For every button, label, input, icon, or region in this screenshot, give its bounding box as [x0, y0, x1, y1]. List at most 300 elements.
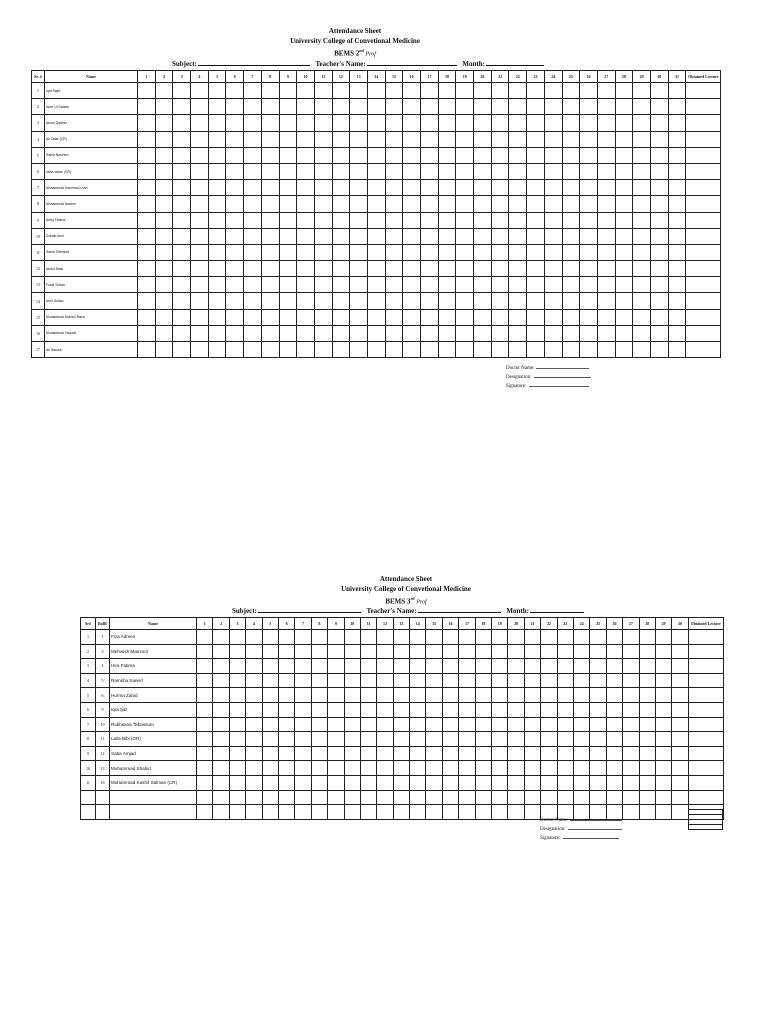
attendance-cell[interactable]: [442, 761, 458, 776]
attendance-cell[interactable]: [474, 196, 492, 212]
attendance-cell[interactable]: [456, 147, 474, 163]
attendance-cell[interactable]: [261, 180, 279, 196]
attendance-cell[interactable]: [597, 277, 615, 293]
attendance-cell[interactable]: [442, 717, 458, 732]
attendance-cell[interactable]: [597, 261, 615, 277]
attendance-cell[interactable]: [332, 180, 350, 196]
attendance-cell[interactable]: [615, 131, 633, 147]
attendance-cell[interactable]: [606, 732, 622, 747]
attendance-cell[interactable]: [672, 761, 688, 776]
attendance-cell[interactable]: [393, 732, 409, 747]
attendance-cell[interactable]: [590, 688, 606, 703]
attendance-cell[interactable]: [246, 659, 262, 674]
attendance-cell[interactable]: [459, 644, 475, 659]
attendance-cell[interactable]: [226, 261, 244, 277]
attendance-cell[interactable]: [655, 659, 671, 674]
attendance-cell[interactable]: [208, 115, 226, 131]
attendance-cell[interactable]: [213, 702, 229, 717]
attendance-cell[interactable]: [623, 790, 639, 805]
attendance-cell[interactable]: [314, 115, 332, 131]
attendance-cell[interactable]: [615, 115, 633, 131]
attendance-cell[interactable]: [328, 775, 344, 790]
attendance-cell[interactable]: [393, 717, 409, 732]
attendance-cell[interactable]: [615, 228, 633, 244]
attendance-cell[interactable]: [421, 180, 439, 196]
attendance-cell[interactable]: [421, 261, 439, 277]
attendance-cell[interactable]: [278, 717, 294, 732]
attendance-cell[interactable]: [491, 83, 509, 99]
attendance-cell[interactable]: [332, 277, 350, 293]
attendance-cell[interactable]: [456, 293, 474, 309]
attendance-cell[interactable]: [278, 630, 294, 645]
attendance-cell[interactable]: [197, 659, 213, 674]
signature-field[interactable]: [563, 833, 619, 839]
attendance-cell[interactable]: [527, 163, 545, 179]
attendance-cell[interactable]: [459, 630, 475, 645]
obtained-lecture-cell[interactable]: [688, 717, 723, 732]
attendance-cell[interactable]: [623, 775, 639, 790]
attendance-cell[interactable]: [311, 702, 327, 717]
attendance-cell[interactable]: [385, 244, 403, 260]
attendance-cell[interactable]: [557, 746, 573, 761]
attendance-cell[interactable]: [475, 732, 491, 747]
attendance-cell[interactable]: [438, 131, 456, 147]
attendance-cell[interactable]: [229, 775, 245, 790]
attendance-cell[interactable]: [311, 761, 327, 776]
attendance-cell[interactable]: [191, 228, 209, 244]
obtained-lecture-cell[interactable]: [686, 325, 721, 341]
attendance-cell[interactable]: [208, 261, 226, 277]
attendance-cell[interactable]: [491, 228, 509, 244]
attendance-cell[interactable]: [421, 325, 439, 341]
attendance-cell[interactable]: [208, 163, 226, 179]
attendance-cell[interactable]: [262, 673, 278, 688]
attendance-cell[interactable]: [314, 196, 332, 212]
attendance-cell[interactable]: [410, 702, 426, 717]
attendance-cell[interactable]: [562, 244, 580, 260]
attendance-cell[interactable]: [606, 775, 622, 790]
attendance-cell[interactable]: [580, 83, 598, 99]
attendance-cell[interactable]: [421, 277, 439, 293]
attendance-cell[interactable]: [456, 244, 474, 260]
attendance-cell[interactable]: [279, 196, 297, 212]
obtained-lecture-cell[interactable]: [686, 163, 721, 179]
attendance-cell[interactable]: [278, 673, 294, 688]
attendance-cell[interactable]: [295, 790, 311, 805]
attendance-cell[interactable]: [229, 659, 245, 674]
attendance-cell[interactable]: [580, 180, 598, 196]
attendance-cell[interactable]: [672, 688, 688, 703]
attendance-cell[interactable]: [208, 99, 226, 115]
attendance-cell[interactable]: [459, 790, 475, 805]
attendance-cell[interactable]: [509, 115, 527, 131]
attendance-cell[interactable]: [403, 163, 421, 179]
attendance-cell[interactable]: [314, 261, 332, 277]
attendance-cell[interactable]: [650, 244, 668, 260]
attendance-cell[interactable]: [562, 131, 580, 147]
attendance-cell[interactable]: [226, 115, 244, 131]
attendance-cell[interactable]: [509, 342, 527, 358]
obtained-lecture-cell[interactable]: [686, 309, 721, 325]
attendance-cell[interactable]: [491, 261, 509, 277]
attendance-cell[interactable]: [491, 342, 509, 358]
attendance-cell[interactable]: [562, 163, 580, 179]
attendance-cell[interactable]: [590, 659, 606, 674]
attendance-cell[interactable]: [421, 196, 439, 212]
attendance-cell[interactable]: [295, 688, 311, 703]
attendance-cell[interactable]: [410, 805, 426, 820]
attendance-cell[interactable]: [562, 196, 580, 212]
attendance-cell[interactable]: [377, 630, 393, 645]
attendance-cell[interactable]: [459, 702, 475, 717]
attendance-cell[interactable]: [344, 732, 360, 747]
attendance-cell[interactable]: [173, 309, 191, 325]
attendance-cell[interactable]: [295, 732, 311, 747]
attendance-cell[interactable]: [297, 99, 315, 115]
attendance-cell[interactable]: [544, 309, 562, 325]
attendance-cell[interactable]: [459, 805, 475, 820]
attendance-cell[interactable]: [350, 163, 368, 179]
attendance-cell[interactable]: [155, 325, 173, 341]
attendance-cell[interactable]: [213, 790, 229, 805]
attendance-cell[interactable]: [393, 688, 409, 703]
attendance-cell[interactable]: [138, 277, 156, 293]
attendance-cell[interactable]: [633, 180, 651, 196]
attendance-cell[interactable]: [442, 644, 458, 659]
attendance-cell[interactable]: [332, 163, 350, 179]
attendance-cell[interactable]: [615, 99, 633, 115]
attendance-cell[interactable]: [474, 147, 492, 163]
attendance-cell[interactable]: [615, 196, 633, 212]
attendance-cell[interactable]: [350, 342, 368, 358]
attendance-cell[interactable]: [655, 630, 671, 645]
attendance-cell[interactable]: [650, 99, 668, 115]
attendance-cell[interactable]: [606, 630, 622, 645]
attendance-cell[interactable]: [155, 115, 173, 131]
attendance-cell[interactable]: [191, 293, 209, 309]
attendance-cell[interactable]: [421, 342, 439, 358]
attendance-cell[interactable]: [229, 761, 245, 776]
attendance-cell[interactable]: [606, 761, 622, 776]
attendance-cell[interactable]: [606, 717, 622, 732]
attendance-cell[interactable]: [173, 212, 191, 228]
attendance-cell[interactable]: [456, 131, 474, 147]
attendance-cell[interactable]: [244, 261, 262, 277]
attendance-cell[interactable]: [639, 702, 655, 717]
attendance-cell[interactable]: [508, 805, 524, 820]
attendance-cell[interactable]: [393, 702, 409, 717]
attendance-cell[interactable]: [580, 277, 598, 293]
attendance-cell[interactable]: [672, 673, 688, 688]
attendance-cell[interactable]: [261, 309, 279, 325]
attendance-cell[interactable]: [261, 99, 279, 115]
attendance-cell[interactable]: [527, 261, 545, 277]
attendance-cell[interactable]: [668, 342, 686, 358]
obtained-lecture-cell[interactable]: [686, 293, 721, 309]
attendance-cell[interactable]: [385, 277, 403, 293]
attendance-cell[interactable]: [226, 131, 244, 147]
obtained-lecture-cell[interactable]: [688, 775, 723, 790]
attendance-cell[interactable]: [623, 805, 639, 820]
attendance-cell[interactable]: [261, 293, 279, 309]
attendance-cell[interactable]: [244, 293, 262, 309]
attendance-cell[interactable]: [544, 325, 562, 341]
attendance-cell[interactable]: [650, 147, 668, 163]
attendance-cell[interactable]: [421, 293, 439, 309]
subject-field[interactable]: [258, 606, 361, 613]
obtained-lecture-cell[interactable]: [688, 790, 723, 805]
attendance-cell[interactable]: [262, 717, 278, 732]
attendance-cell[interactable]: [544, 342, 562, 358]
attendance-cell[interactable]: [393, 746, 409, 761]
attendance-cell[interactable]: [639, 775, 655, 790]
attendance-cell[interactable]: [633, 83, 651, 99]
attendance-cell[interactable]: [208, 83, 226, 99]
attendance-cell[interactable]: [421, 115, 439, 131]
obtained-lecture-cell[interactable]: [688, 659, 723, 674]
attendance-cell[interactable]: [311, 717, 327, 732]
attendance-cell[interactable]: [639, 688, 655, 703]
attendance-cell[interactable]: [562, 228, 580, 244]
attendance-cell[interactable]: [544, 115, 562, 131]
attendance-cell[interactable]: [360, 746, 376, 761]
attendance-cell[interactable]: [173, 277, 191, 293]
attendance-cell[interactable]: [597, 196, 615, 212]
attendance-cell[interactable]: [606, 673, 622, 688]
attendance-cell[interactable]: [328, 746, 344, 761]
attendance-cell[interactable]: [226, 277, 244, 293]
attendance-cell[interactable]: [475, 688, 491, 703]
attendance-cell[interactable]: [421, 83, 439, 99]
attendance-cell[interactable]: [438, 325, 456, 341]
attendance-cell[interactable]: [403, 99, 421, 115]
attendance-cell[interactable]: [367, 115, 385, 131]
attendance-cell[interactable]: [524, 746, 540, 761]
attendance-cell[interactable]: [138, 244, 156, 260]
attendance-cell[interactable]: [246, 761, 262, 776]
attendance-cell[interactable]: [573, 746, 589, 761]
attendance-cell[interactable]: [562, 115, 580, 131]
attendance-cell[interactable]: [509, 196, 527, 212]
attendance-cell[interactable]: [524, 761, 540, 776]
attendance-cell[interactable]: [311, 732, 327, 747]
attendance-cell[interactable]: [459, 746, 475, 761]
obtained-lecture-cell[interactable]: [688, 630, 723, 645]
attendance-cell[interactable]: [544, 261, 562, 277]
attendance-cell[interactable]: [527, 115, 545, 131]
attendance-cell[interactable]: [668, 115, 686, 131]
attendance-cell[interactable]: [295, 702, 311, 717]
attendance-cell[interactable]: [573, 702, 589, 717]
attendance-cell[interactable]: [655, 732, 671, 747]
attendance-cell[interactable]: [393, 790, 409, 805]
attendance-cell[interactable]: [155, 83, 173, 99]
attendance-cell[interactable]: [208, 244, 226, 260]
attendance-cell[interactable]: [527, 342, 545, 358]
attendance-cell[interactable]: [229, 688, 245, 703]
attendance-cell[interactable]: [410, 688, 426, 703]
attendance-cell[interactable]: [377, 790, 393, 805]
attendance-cell[interactable]: [261, 83, 279, 99]
attendance-cell[interactable]: [393, 673, 409, 688]
attendance-cell[interactable]: [295, 673, 311, 688]
attendance-cell[interactable]: [314, 309, 332, 325]
obtained-lecture-cell[interactable]: [686, 115, 721, 131]
attendance-cell[interactable]: [557, 673, 573, 688]
attendance-cell[interactable]: [311, 805, 327, 820]
obtained-lecture-cell[interactable]: [686, 277, 721, 293]
attendance-cell[interactable]: [314, 83, 332, 99]
attendance-cell[interactable]: [459, 732, 475, 747]
attendance-cell[interactable]: [541, 717, 557, 732]
attendance-cell[interactable]: [491, 99, 509, 115]
attendance-cell[interactable]: [474, 83, 492, 99]
attendance-cell[interactable]: [491, 244, 509, 260]
attendance-cell[interactable]: [213, 673, 229, 688]
attendance-cell[interactable]: [474, 261, 492, 277]
attendance-cell[interactable]: [456, 83, 474, 99]
attendance-cell[interactable]: [367, 180, 385, 196]
attendance-cell[interactable]: [297, 228, 315, 244]
obtained-lecture-cell[interactable]: [686, 244, 721, 260]
attendance-cell[interactable]: [672, 790, 688, 805]
attendance-cell[interactable]: [279, 115, 297, 131]
attendance-cell[interactable]: [226, 212, 244, 228]
attendance-cell[interactable]: [426, 659, 442, 674]
attendance-cell[interactable]: [213, 732, 229, 747]
attendance-cell[interactable]: [393, 630, 409, 645]
attendance-cell[interactable]: [403, 309, 421, 325]
attendance-cell[interactable]: [279, 131, 297, 147]
attendance-cell[interactable]: [615, 244, 633, 260]
attendance-cell[interactable]: [360, 790, 376, 805]
obtained-lecture-cell[interactable]: [686, 147, 721, 163]
attendance-cell[interactable]: [191, 342, 209, 358]
attendance-cell[interactable]: [573, 761, 589, 776]
attendance-cell[interactable]: [421, 131, 439, 147]
attendance-cell[interactable]: [459, 673, 475, 688]
attendance-cell[interactable]: [208, 180, 226, 196]
attendance-cell[interactable]: [475, 644, 491, 659]
attendance-cell[interactable]: [442, 775, 458, 790]
attendance-cell[interactable]: [474, 99, 492, 115]
attendance-cell[interactable]: [173, 228, 191, 244]
attendance-cell[interactable]: [311, 630, 327, 645]
attendance-cell[interactable]: [639, 746, 655, 761]
attendance-cell[interactable]: [509, 261, 527, 277]
attendance-cell[interactable]: [655, 644, 671, 659]
attendance-cell[interactable]: [672, 644, 688, 659]
attendance-cell[interactable]: [438, 342, 456, 358]
attendance-cell[interactable]: [191, 244, 209, 260]
attendance-cell[interactable]: [197, 702, 213, 717]
attendance-cell[interactable]: [262, 702, 278, 717]
attendance-cell[interactable]: [213, 805, 229, 820]
attendance-cell[interactable]: [541, 659, 557, 674]
attendance-cell[interactable]: [385, 163, 403, 179]
attendance-cell[interactable]: [562, 342, 580, 358]
attendance-cell[interactable]: [244, 83, 262, 99]
attendance-cell[interactable]: [541, 746, 557, 761]
attendance-cell[interactable]: [508, 775, 524, 790]
attendance-cell[interactable]: [541, 790, 557, 805]
attendance-cell[interactable]: [442, 702, 458, 717]
attendance-cell[interactable]: [590, 717, 606, 732]
attendance-cell[interactable]: [403, 244, 421, 260]
attendance-cell[interactable]: [314, 163, 332, 179]
attendance-cell[interactable]: [544, 228, 562, 244]
attendance-cell[interactable]: [229, 746, 245, 761]
attendance-cell[interactable]: [421, 309, 439, 325]
attendance-cell[interactable]: [544, 180, 562, 196]
attendance-cell[interactable]: [403, 180, 421, 196]
attendance-cell[interactable]: [344, 688, 360, 703]
attendance-cell[interactable]: [524, 688, 540, 703]
attendance-cell[interactable]: [350, 99, 368, 115]
attendance-cell[interactable]: [173, 99, 191, 115]
attendance-cell[interactable]: [426, 644, 442, 659]
attendance-cell[interactable]: [350, 131, 368, 147]
attendance-cell[interactable]: [138, 147, 156, 163]
attendance-cell[interactable]: [508, 688, 524, 703]
attendance-cell[interactable]: [509, 180, 527, 196]
attendance-cell[interactable]: [573, 775, 589, 790]
attendance-cell[interactable]: [456, 163, 474, 179]
attendance-cell[interactable]: [213, 775, 229, 790]
attendance-cell[interactable]: [208, 293, 226, 309]
attendance-cell[interactable]: [262, 688, 278, 703]
attendance-cell[interactable]: [509, 212, 527, 228]
attendance-cell[interactable]: [562, 180, 580, 196]
attendance-cell[interactable]: [544, 277, 562, 293]
attendance-cell[interactable]: [278, 688, 294, 703]
attendance-cell[interactable]: [438, 115, 456, 131]
attendance-cell[interactable]: [226, 309, 244, 325]
attendance-cell[interactable]: [261, 196, 279, 212]
attendance-cell[interactable]: [297, 293, 315, 309]
attendance-cell[interactable]: [442, 790, 458, 805]
attendance-cell[interactable]: [410, 746, 426, 761]
attendance-cell[interactable]: [278, 732, 294, 747]
attendance-cell[interactable]: [377, 644, 393, 659]
attendance-cell[interactable]: [332, 83, 350, 99]
attendance-cell[interactable]: [633, 325, 651, 341]
attendance-cell[interactable]: [509, 131, 527, 147]
attendance-cell[interactable]: [213, 746, 229, 761]
attendance-cell[interactable]: [297, 131, 315, 147]
attendance-cell[interactable]: [350, 293, 368, 309]
attendance-cell[interactable]: [377, 688, 393, 703]
attendance-cell[interactable]: [426, 717, 442, 732]
attendance-cell[interactable]: [393, 761, 409, 776]
attendance-cell[interactable]: [344, 630, 360, 645]
attendance-cell[interactable]: [138, 228, 156, 244]
attendance-cell[interactable]: [213, 688, 229, 703]
attendance-cell[interactable]: [155, 293, 173, 309]
attendance-cell[interactable]: [173, 180, 191, 196]
attendance-cell[interactable]: [438, 244, 456, 260]
attendance-cell[interactable]: [155, 147, 173, 163]
attendance-cell[interactable]: [491, 147, 509, 163]
attendance-cell[interactable]: [208, 196, 226, 212]
attendance-cell[interactable]: [229, 673, 245, 688]
attendance-cell[interactable]: [367, 244, 385, 260]
attendance-cell[interactable]: [615, 261, 633, 277]
attendance-cell[interactable]: [573, 732, 589, 747]
attendance-cell[interactable]: [580, 163, 598, 179]
attendance-cell[interactable]: [541, 702, 557, 717]
attendance-cell[interactable]: [297, 147, 315, 163]
